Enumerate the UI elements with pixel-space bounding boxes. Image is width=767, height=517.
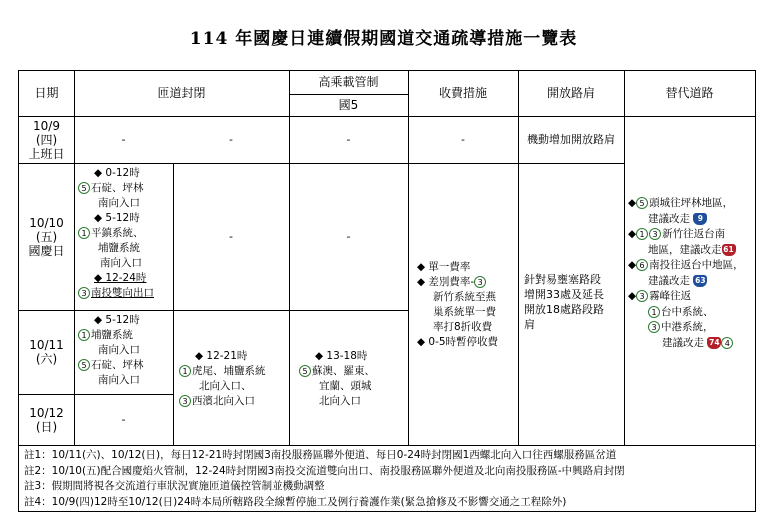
interchange-text: 虎尾、埔鹽系統 (192, 365, 266, 377)
date-text: 10/12 (29, 405, 64, 420)
interchange-text: 石碇、坪林 (91, 359, 144, 371)
route-1-icon: 1 (78, 329, 90, 341)
time-range: ◆ 0-12時 (94, 167, 140, 179)
col-line-5 (624, 71, 625, 445)
footnotes (24, 448, 625, 510)
footnote: 註3：假期間將視各交流道行車狀況實施匝道儀控管制並機動調整 (24, 480, 325, 492)
route-text: 南投往返台中地區， (649, 259, 744, 271)
route-text: 頭城往坪林地區， (649, 197, 734, 209)
toll-item: ◆ 0-5時暫停收費 (417, 336, 499, 348)
weekday-text: (六) (35, 352, 58, 366)
dash-cell: - (229, 133, 233, 146)
route-text: 建議改走 (648, 212, 690, 225)
page-title: 114 年國慶日連續假期國道交通疏導措施一覽表 (189, 29, 578, 49)
bullet: ◆ (628, 197, 637, 209)
time-range: ◆ 5-12時 (94, 212, 140, 224)
footnote: 註1：10/11(六)、10/12(日)，每日12-21時封閉國3南投服務區聯外便道、每日0-24時封閉國1西螺北向入口往西螺服務區岔道 (24, 449, 617, 461)
toll-detail: 率打8折收費 (433, 321, 493, 333)
route-text: 霧峰往返 (649, 290, 692, 302)
interchange-text: 埔鹽系統 (91, 329, 133, 341)
route-3-icon: 3 (474, 276, 486, 288)
toll-measures (417, 260, 498, 350)
ramp-closure-1010 (78, 166, 154, 301)
shoulder-text: 增開33處及延長 (524, 288, 604, 301)
date-cell-1012 (19, 394, 74, 445)
route-4-icon: 4 (721, 337, 733, 349)
shoulder-text: 開放18處路段路 (524, 303, 604, 316)
interchange-text: 平鎮系統、 (91, 227, 144, 239)
expressway-63-shield-icon: 63 (695, 275, 706, 285)
route-text: 建議改走 (648, 274, 690, 287)
expressway-61-shield-icon: 61 (723, 244, 734, 254)
hov-control-1011-1012 (299, 349, 375, 409)
interchange-text: 埔鹽系統 (98, 242, 140, 254)
row2-bottom-line (19, 310, 408, 311)
route-6-icon: 6 (636, 259, 648, 271)
route-1-icon: 1 (179, 365, 191, 377)
date-text: 10/9 (33, 118, 60, 133)
route-3-icon: 3 (179, 395, 191, 407)
direction-text: 南向入口 (98, 344, 140, 356)
dash-cell: - (461, 133, 465, 146)
date-cell-1011 (19, 310, 74, 394)
ramp-closure-1011-1012 (179, 349, 266, 409)
day-type-text: 上班日 (28, 146, 65, 161)
route-1-icon: 1 (78, 227, 90, 239)
date-text: 10/10 (29, 215, 64, 230)
header-hov-sub: 國5 (338, 97, 359, 112)
bullet: ◆ (628, 290, 637, 302)
route-text: 新竹往返台南 (662, 228, 726, 240)
notes-top-line (19, 445, 755, 446)
header-ramp: 匝道封閉 (157, 86, 206, 100)
day-type-text: 國慶日 (28, 243, 65, 258)
interchange-text: 蘇澳、羅東、 (312, 365, 375, 377)
direction-text: 北向入口、 (199, 380, 252, 392)
expressway-74-shield-icon: 74 (709, 337, 720, 347)
direction-text: 南向入口 (98, 197, 140, 209)
ramp-closure-1011 (78, 313, 144, 388)
route-5-icon: 5 (78, 182, 90, 194)
time-range: ◆ 5-12時 (94, 314, 140, 326)
time-range: ◆ 13-18時 (315, 350, 368, 362)
direction-text: 北向入口 (319, 395, 361, 407)
bullet: ◆ (628, 259, 637, 271)
interchange-text: 宜蘭、頭城 (319, 380, 372, 392)
interchange-text: 石碇、坪林 (91, 182, 144, 194)
route-1-icon: 1 (648, 306, 660, 318)
weekday-text: (四) (35, 132, 58, 147)
date-cell-1010 (19, 163, 74, 310)
provincial-9-shield-icon: 9 (693, 213, 707, 225)
header-date: 日期 (34, 86, 59, 100)
route-3-icon: 3 (648, 321, 660, 333)
date-cell-1009 (19, 116, 74, 163)
interchange-text: 西濱北向入口 (192, 395, 255, 407)
weekday-text: (五) (35, 229, 58, 244)
dash-cell: - (229, 230, 233, 243)
header-alt: 替代道路 (665, 86, 714, 100)
route-5-icon: 5 (299, 365, 311, 377)
interchange-text: 南投雙向出口 (91, 287, 154, 299)
dash-cell: - (346, 133, 351, 146)
route-3-icon: 3 (636, 290, 648, 302)
route-text: 地區，建議改走 (648, 243, 722, 256)
route-5-icon: 5 (636, 197, 648, 209)
route-3-icon: 3 (649, 228, 661, 240)
footnote: 註2：10/10(五)配合國慶焰火管制，12-24時封閉國3南投交流道雙向出口、南投服務區聯外便道及北向南投服務區-中興路肩封閉 (24, 464, 625, 477)
shoulder-text: 針對易壅塞路段 (524, 273, 601, 286)
route-text: 台中系統、 (661, 305, 714, 318)
dash-cell: - (121, 413, 126, 426)
dash-cell: - (346, 230, 351, 243)
footnote: 註4：10/9(四)12時至10/12(日)24時本局所轄路段全線暫停施工及例行養護作業(緊急搶修及不影響交通之工程除外) (24, 495, 567, 508)
shoulder-measures (524, 272, 604, 332)
toll-detail: 巢系統單一費 (433, 306, 496, 318)
route-3-icon: 3 (78, 287, 90, 299)
header-hov: 高乘載管制 (318, 75, 379, 89)
alternative-routes (628, 196, 744, 351)
route-text: 中港系統， (661, 321, 714, 333)
date-text: 10/11 (29, 338, 64, 352)
route-5-icon: 5 (78, 359, 90, 371)
toll-item: ◆ 差別費率- (417, 276, 475, 288)
time-range: ◆ 12-21時 (195, 350, 248, 362)
direction-text: 南向入口 (98, 374, 140, 386)
route-text: 建議改走 (662, 336, 704, 349)
route-1-icon: 1 (636, 228, 648, 240)
bullet: ◆ (628, 228, 637, 240)
weekday-text: (日) (35, 419, 58, 434)
shoulder-text: 肩 (524, 318, 535, 331)
shoulder-1009: 機動增加開放路肩 (527, 133, 615, 146)
measures-table (18, 70, 756, 512)
toll-item: ◆ 單一費率 (417, 261, 471, 273)
direction-text: 南向入口 (100, 257, 142, 269)
toll-detail: 新竹系統至燕 (433, 291, 496, 303)
time-range: ◆ 12-24時 (94, 272, 147, 284)
header-toll: 收費措施 (438, 86, 487, 100)
header-shoulder: 開放路肩 (546, 86, 595, 100)
dash-cell: - (121, 133, 126, 146)
